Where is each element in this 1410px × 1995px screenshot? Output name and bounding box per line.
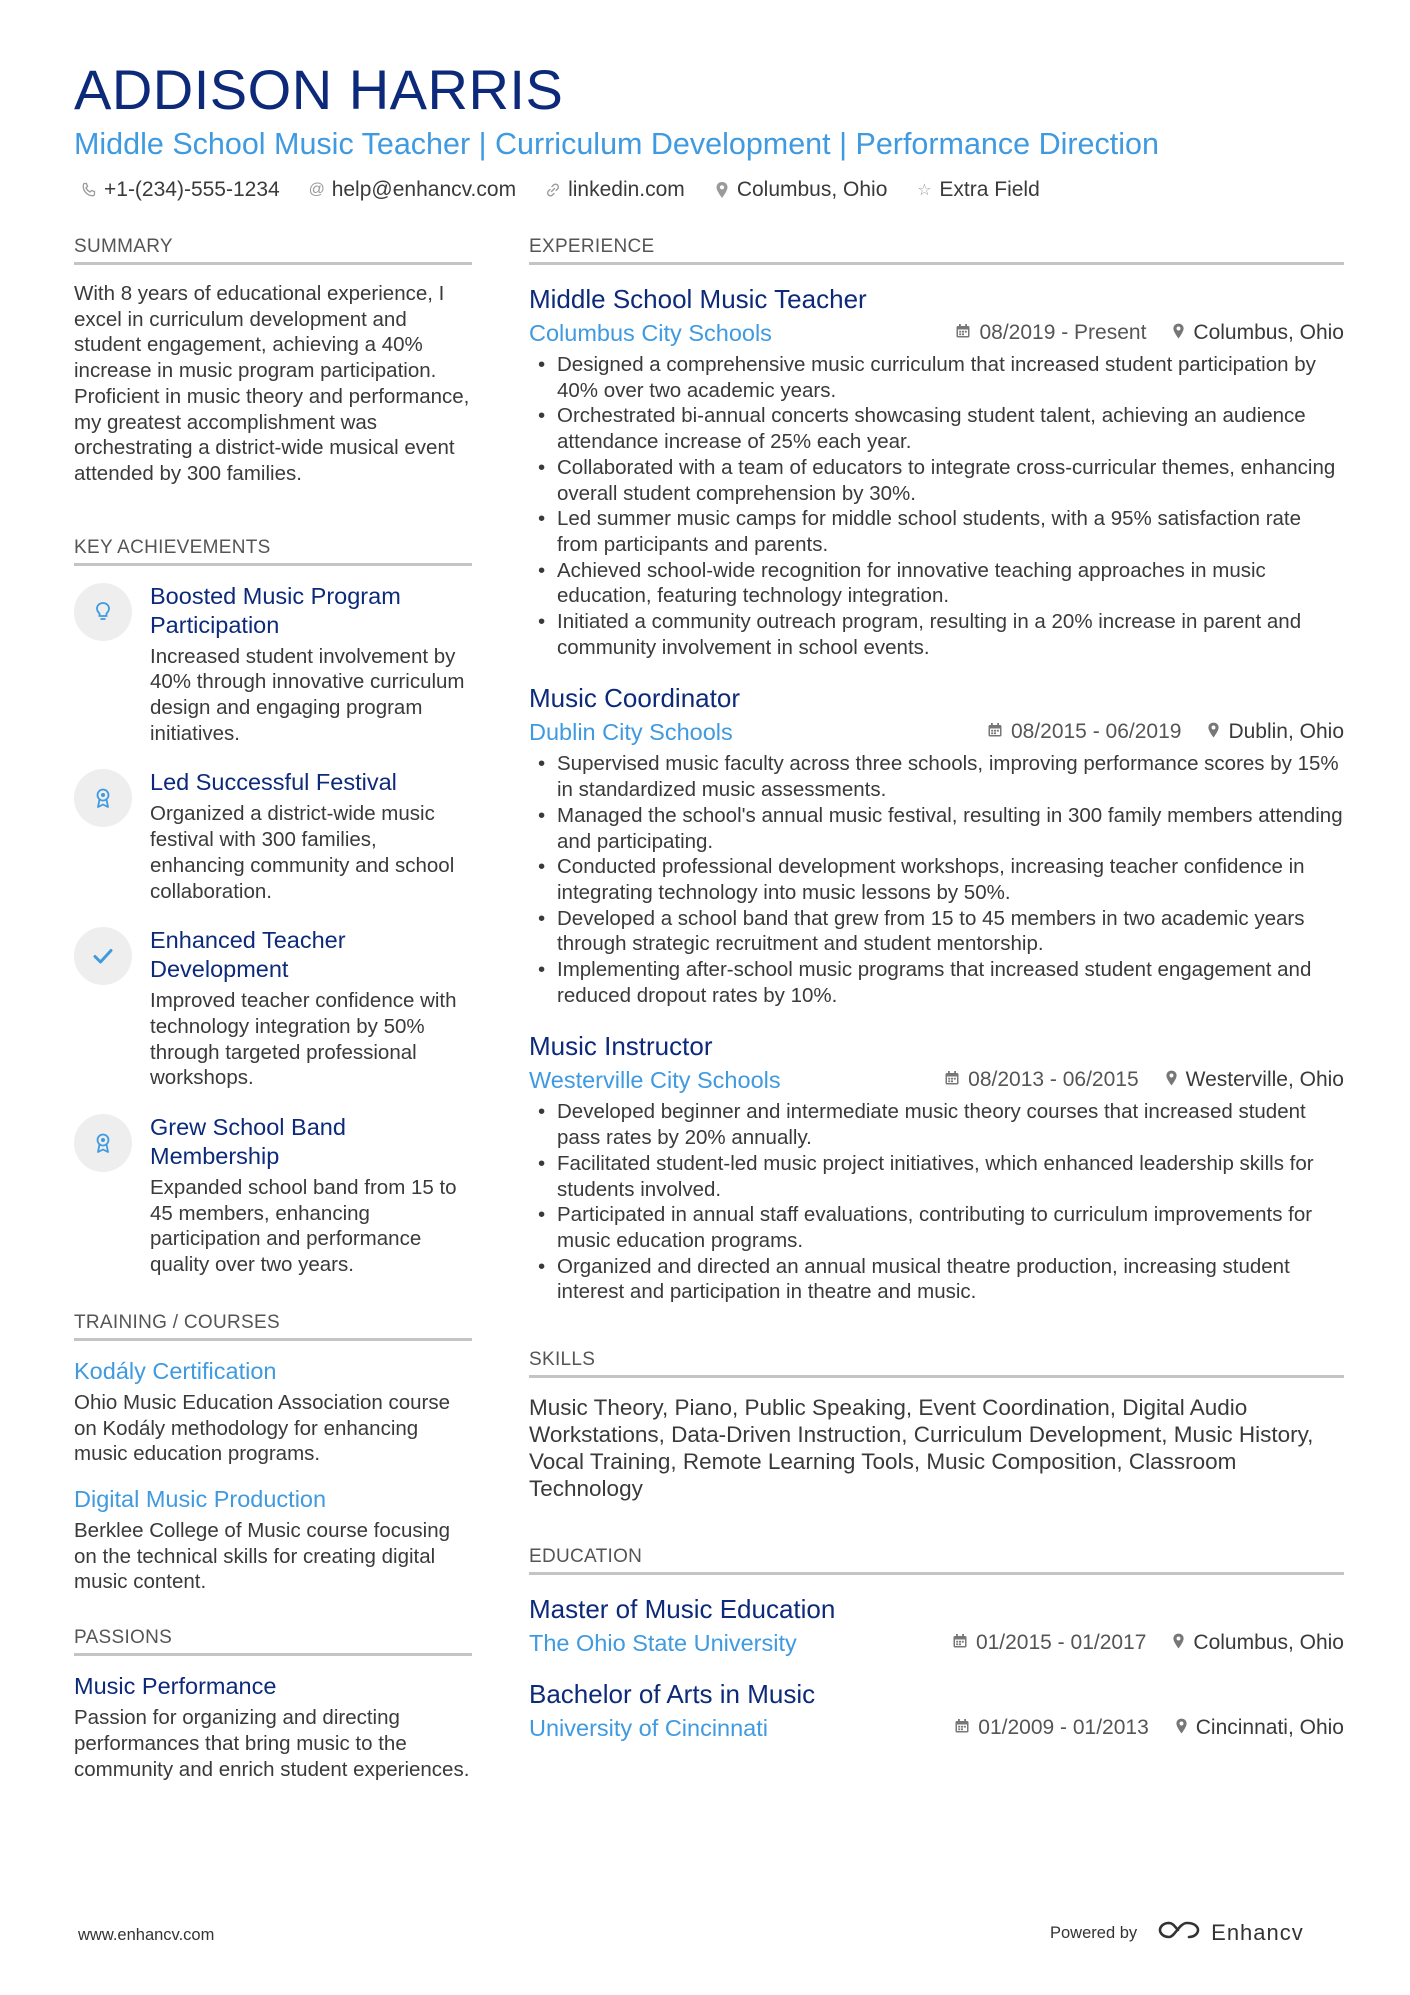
education-location xyxy=(1172,1631,1344,1655)
calendar-icon xyxy=(952,1633,968,1654)
job-location xyxy=(1165,1068,1344,1092)
job-company: Columbus City Schools xyxy=(529,320,772,346)
job-bullets xyxy=(529,1099,1344,1305)
summary-text: With 8 years of educational experience, I excel in curriculum development and student engagement, achieving a 40% increase in music program participation. Proficient in music theory and performance, my greatest accomplishment was orchestrating a district-wide musical event attended by 300 families. xyxy=(74,282,470,485)
education-location xyxy=(1175,1716,1344,1740)
contact-location xyxy=(713,178,888,202)
achievement-desc: Organized a district-wide music festival with 300 families, enhancing community and school collaboration. xyxy=(150,802,455,903)
achievement-title: Boosted Music Program Participation xyxy=(150,582,401,638)
job-location xyxy=(1207,720,1344,744)
job-title: Music Instructor xyxy=(529,1031,713,1062)
passions-section xyxy=(74,1627,472,1782)
right-column xyxy=(529,236,1344,1763)
education-location-text: Cincinnati, Ohio xyxy=(1195,1716,1344,1740)
job-bullet: • Initiated a community outreach program, resulting in a 20% increase in parent and community involvement in school events. xyxy=(529,609,1344,660)
achievement-title: Grew School Band Membership xyxy=(150,1114,346,1170)
infinity-logo-icon xyxy=(1157,1918,1203,1948)
job-bullets xyxy=(529,751,1344,1008)
location-pin-icon xyxy=(713,181,731,199)
job-company: Westerville City Schools xyxy=(529,1067,781,1094)
award-ribbon-icon xyxy=(74,769,132,827)
education-location-text: Columbus, Ohio xyxy=(1193,1631,1344,1655)
job-company: Dublin City Schools xyxy=(529,719,733,746)
job-bullet: • Managed the school's annual music festival, resulting in 300 family members attending and participating. xyxy=(529,803,1344,854)
location-pin-icon xyxy=(1207,721,1220,744)
training-heading: TRAINING / COURSES xyxy=(74,1312,472,1341)
job-meta-right xyxy=(944,1068,1344,1092)
location-pin-icon xyxy=(1172,322,1185,345)
phone-icon xyxy=(80,182,98,198)
job-bullet: • Organized and directed an annual musical theatre production, increasing student interest and participation in theatre and music. xyxy=(529,1254,1344,1305)
job-location xyxy=(1172,321,1344,345)
job-bullet: • Led summer music camps for middle school students, with a 95% satisfaction rate from participants and parents. xyxy=(529,506,1344,557)
job-title: Music Coordinator xyxy=(529,683,740,714)
job-meta-right xyxy=(955,321,1344,345)
education-entry xyxy=(529,1593,1344,1658)
achievement-item xyxy=(74,1113,472,1278)
location-pin-icon xyxy=(1172,1632,1185,1655)
education-meta-right xyxy=(952,1631,1344,1655)
achievement-desc: Expanded school band from 15 to 45 members, enhancing participation and performance quality over two years. xyxy=(150,1176,457,1277)
education-dates xyxy=(952,1631,1146,1655)
job-bullet: • Developed beginner and intermediate music theory courses that increased student pass rates by 20% annually. xyxy=(529,1099,1344,1150)
achievement-body xyxy=(150,926,472,1091)
job-location-text: Westerville, Ohio xyxy=(1185,1068,1344,1092)
job-bullet: • Collaborated with a team of educators to integrate cross-curricular themes, enhancing overall student comprehension by 30%. xyxy=(529,455,1344,506)
job-meta xyxy=(529,318,1344,348)
education-dates-text: 01/2009 - 01/2013 xyxy=(978,1716,1149,1740)
course-title: Kodály Certification xyxy=(74,1357,277,1384)
education-section xyxy=(529,1546,1344,1743)
calendar-icon xyxy=(987,722,1003,743)
job-bullet: • Participated in annual staff evaluations, contributing to curriculum improvements for music education programs. xyxy=(529,1202,1344,1253)
job-title: Middle School Music Teacher xyxy=(529,284,867,314)
course-desc: Berklee College of Music course focusing on the technical skills for creating digital music content. xyxy=(74,1518,451,1594)
contact-phone-text: +1-(234)-555-1234 xyxy=(104,178,280,201)
course-desc: Ohio Music Education Association course on Kodály methodology for enhancing music education programs. xyxy=(74,1390,451,1466)
contact-linkedin[interactable] xyxy=(544,178,685,202)
contact-bar xyxy=(80,178,1040,202)
education-heading: EDUCATION xyxy=(529,1546,1344,1575)
education-entry xyxy=(529,1678,1344,1743)
course-title: Digital Music Production xyxy=(74,1485,327,1512)
summary-section xyxy=(74,236,472,487)
contact-extra-text: Extra Field xyxy=(939,178,1040,201)
experience-section xyxy=(529,236,1344,1305)
contact-location-text: Columbus, Ohio xyxy=(736,178,888,201)
footer-website-link[interactable]: www.enhancv.com xyxy=(78,1926,215,1944)
skills-heading: SKILLS xyxy=(529,1349,1344,1378)
contact-email-text: help@enhancv.com xyxy=(331,178,517,201)
job-dates-text: 08/2015 - 06/2019 xyxy=(1010,720,1182,744)
job-dates-text: 08/2019 - Present xyxy=(979,321,1147,344)
summary-heading: SUMMARY xyxy=(74,236,472,265)
contact-linkedin-text: linkedin.com xyxy=(568,178,685,201)
job-meta xyxy=(529,1065,1344,1095)
job-bullet: • Conducted professional development workshops, increasing teacher confidence in integrating technology into music lessons by 50%. xyxy=(529,854,1344,905)
powered-by-label: Powered by xyxy=(1050,1923,1138,1942)
education-school: The Ohio State University xyxy=(529,1630,797,1657)
job-dates-text: 08/2013 - 06/2015 xyxy=(968,1068,1139,1092)
job-bullet: • Developed a school band that grew from 15 to 45 members in two academic years through strategic recruitment and student mentorship. xyxy=(529,906,1344,957)
link-icon xyxy=(544,182,562,198)
candidate-title: Middle School Music Teacher | Curriculum Development | Performance Direction xyxy=(74,127,1159,161)
at-icon: @ xyxy=(308,181,325,198)
job-entry xyxy=(529,682,1344,1008)
achievement-item xyxy=(74,768,472,904)
job-location-text: Columbus, Ohio xyxy=(1193,321,1344,344)
achievement-body xyxy=(150,582,472,747)
skills-text: Music Theory, Piano, Public Speaking, Event Coordination, Digital Audio Workstations, Data-Driven Instruction, Curriculum Development, Music History, Vocal Training, Remote Learning Tools, Music Composition, Classroom Technology xyxy=(529,1395,1314,1502)
enhancv-logo[interactable] xyxy=(1157,1918,1304,1948)
passion-desc: Passion for organizing and directing performances that bring music to the community and enrich student experiences. xyxy=(74,1706,470,1781)
achievement-desc: Improved teacher confidence with technology integration by 50% through targeted professional workshops. xyxy=(150,989,457,1090)
education-school: University of Cincinnati xyxy=(529,1715,769,1742)
experience-heading: EXPERIENCE xyxy=(529,236,1344,265)
skills-section xyxy=(529,1349,1344,1502)
job-bullets xyxy=(529,352,1344,660)
job-bullet: • Achieved school-wide recognition for innovative teaching approaches in music education, featuring technology integration. xyxy=(529,558,1344,609)
calendar-icon xyxy=(944,1070,960,1091)
achievement-body xyxy=(150,768,472,904)
achievement-body xyxy=(150,1113,472,1278)
job-dates xyxy=(987,720,1181,744)
contact-email[interactable] xyxy=(308,178,516,202)
achievement-title: Enhanced Teacher Development xyxy=(150,927,346,983)
education-dates xyxy=(954,1716,1148,1740)
contact-phone[interactable] xyxy=(80,178,280,202)
contact-extra xyxy=(915,178,1039,202)
calendar-icon xyxy=(954,1718,970,1739)
award-ribbon-icon xyxy=(74,1114,132,1172)
job-bullet: • Supervised music faculty across three schools, improving performance scores by 15% in standardized music assessments. xyxy=(529,751,1344,802)
job-bullet: • Implementing after-school music programs that increased student engagement and reduced dropout rates by 10%. xyxy=(529,957,1344,1008)
education-meta xyxy=(529,1628,1344,1658)
job-entry xyxy=(529,1030,1344,1305)
job-location-text: Dublin, Ohio xyxy=(1228,720,1344,744)
job-entry xyxy=(529,283,1344,660)
achievements-section xyxy=(74,537,472,1278)
education-degree: Master of Music Education xyxy=(529,1594,836,1625)
location-pin-icon xyxy=(1165,1069,1178,1092)
checkmark-icon xyxy=(74,927,132,985)
achievement-item xyxy=(74,926,472,1091)
achievement-item xyxy=(74,582,472,747)
achievement-title: Led Successful Festival xyxy=(150,769,397,796)
job-bullet: • Orchestrated bi-annual concerts showcasing student talent, achieving an audience attendance increase of 25% each year. xyxy=(529,403,1344,454)
lightbulb-icon xyxy=(74,583,132,641)
education-degree: Bachelor of Arts in Music xyxy=(529,1679,816,1710)
brand-name: Enhancv xyxy=(1211,1920,1304,1945)
education-meta-right xyxy=(954,1716,1344,1740)
star-icon: ☆ xyxy=(917,182,932,199)
candidate-name: ADDISON HARRIS xyxy=(74,58,564,121)
job-dates xyxy=(944,1068,1138,1092)
education-dates-text: 01/2015 - 01/2017 xyxy=(975,1631,1147,1655)
job-meta-right xyxy=(987,720,1344,744)
job-bullet: • Designed a comprehensive music curriculum that increased student participation by 40% over two academic years. xyxy=(529,352,1344,403)
passions-heading: PASSIONS xyxy=(74,1627,472,1656)
achievements-heading: KEY ACHIEVEMENTS xyxy=(74,537,472,566)
job-meta xyxy=(529,717,1344,747)
passion-title: Music Performance xyxy=(74,1673,277,1700)
job-bullet: • Facilitated student-led music project initiatives, which enhanced leadership skills for students involved. xyxy=(529,1151,1344,1202)
job-dates xyxy=(955,321,1146,345)
calendar-icon xyxy=(955,323,971,344)
achievement-desc: Increased student involvement by 40% through innovative curriculum design and engaging program initiatives. xyxy=(150,644,465,745)
training-section xyxy=(74,1312,472,1595)
location-pin-icon xyxy=(1175,1717,1188,1740)
left-column xyxy=(74,236,472,1782)
footer-powered xyxy=(1050,1918,1304,1948)
education-meta xyxy=(529,1713,1344,1743)
